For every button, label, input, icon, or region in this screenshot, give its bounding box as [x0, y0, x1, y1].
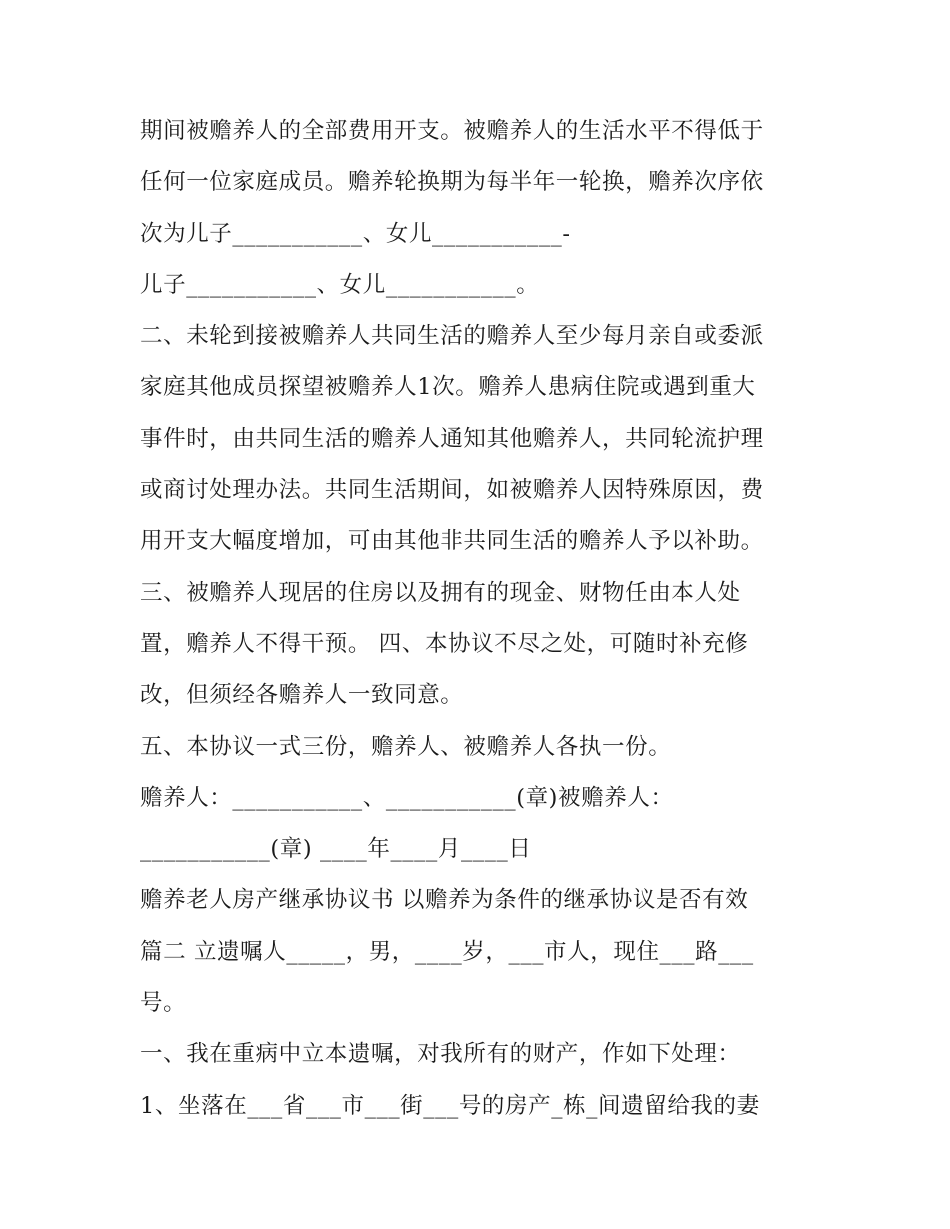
text-line: 二、未轮到接被赡养人共同生活的赡养人至少每月亲自或委派 — [140, 323, 764, 350]
text-line: 家庭其他成员探望被赡养人1次。赡养人患病住院或遇到重大 — [140, 374, 756, 401]
text-line: 一、我在重病中立本遗嘱，对我所有的财产，作如下处理： — [140, 1041, 741, 1068]
text-line: 置，赡养人不得干预。 四、本协议不尽之处，可随时补充修 — [140, 630, 749, 657]
date-line: ___________(章) ____年____月____日 — [140, 836, 532, 863]
text-line: 或商讨处理办法。共同生活期间，如被赡养人因特殊原因，费 — [140, 477, 764, 504]
text-line: 次为儿子___________、女儿___________- — [140, 220, 571, 247]
signature-line: 赡养人：___________、___________(章)被赡养人： — [140, 784, 674, 811]
section-title-line: 赡养老人房产继承协议书 以赡养为条件的继承协议是否有效 — [140, 887, 749, 914]
text-line: 事件时，由共同生活的赡养人通知其他赡养人，共同轮流护理 — [140, 425, 764, 452]
text-line: 1、坐落在___省___市___街___号的房产_栋_间遗留给我的妻 — [140, 1092, 760, 1119]
text-line: 期间被赡养人的全部费用开支。被赡养人的生活水平不得低于 — [140, 118, 764, 144]
text-line: 五、本协议一式三份，赡养人、被赡养人各执一份。 — [140, 733, 672, 760]
document-body — [140, 106, 830, 1132]
text-line: 号。 — [140, 990, 187, 1017]
text-line: 儿子___________、女儿___________。 — [140, 271, 540, 298]
text-line: 三、被赡养人现居的住房以及拥有的现金、财物任由本人处 — [140, 579, 741, 606]
text-line: 篇二 立遗嘱人_____，男，____岁，___市人，现住___路___ — [140, 938, 754, 965]
text-line: 改，但须经各赡养人一致同意。 — [140, 682, 464, 709]
text-line: 任何一位家庭成员。赡养轮换期为每半年一轮换，赡养次序依 — [140, 169, 764, 196]
text-line: 用开支大幅度增加，可由其他非共同生活的赡养人予以补助。 — [140, 528, 764, 555]
